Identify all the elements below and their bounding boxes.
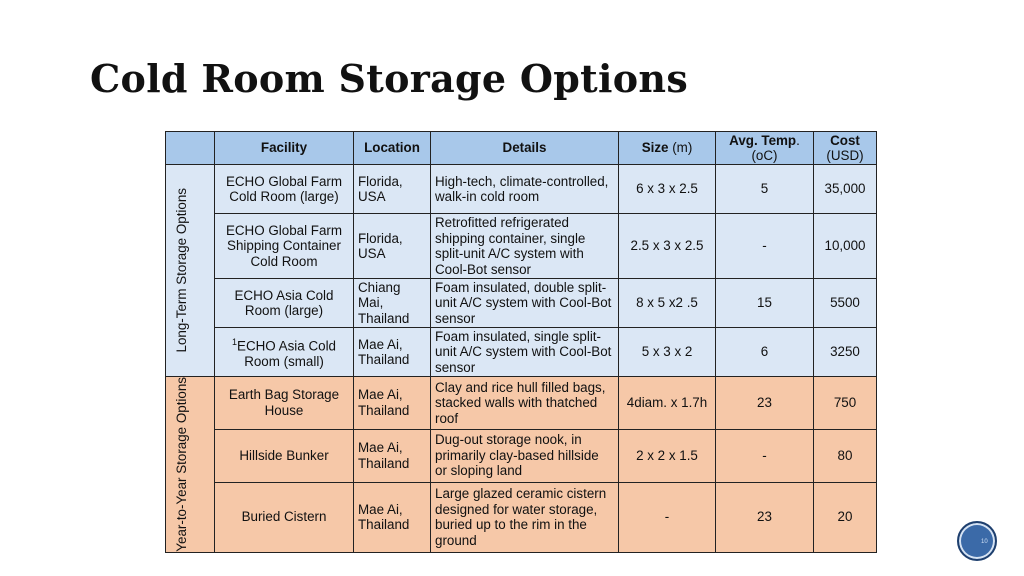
header-size-unit: (m) <box>672 140 693 156</box>
cell-cost: 80 <box>814 429 877 482</box>
cell-size: 4diam. x 1.7h <box>619 377 716 430</box>
cell-temp: 23 <box>716 377 814 430</box>
slide-title: Cold Room Storage Options <box>90 56 689 101</box>
cell-size: 5 x 3 x 2 <box>619 328 716 377</box>
cell-cost: 3250 <box>814 328 877 377</box>
group-year-to-year <box>166 377 215 553</box>
group-long-term <box>166 165 215 377</box>
table-row <box>166 482 877 552</box>
cell-temp: 23 <box>716 482 814 552</box>
cell-facility-text: ECHO Asia Cold Room (small) <box>237 338 336 369</box>
cell-location: Chiang Mai, Thailand <box>354 279 431 328</box>
cell-cost: 35,000 <box>814 165 877 214</box>
header-cost-label: Cost <box>830 132 860 148</box>
cell-location: Mae Ai, Thailand <box>354 429 431 482</box>
header-row <box>166 132 877 165</box>
cell-location: Florida, USA <box>354 165 431 214</box>
table-row <box>166 279 877 328</box>
header-temp <box>716 132 814 165</box>
cell-details: High-tech, climate-controlled, walk-in cold room <box>431 165 619 214</box>
table-row <box>166 377 877 430</box>
footnote-marker: 1 <box>232 336 238 347</box>
header-temp-dot: . <box>796 132 800 148</box>
cell-cost: 20 <box>814 482 877 552</box>
table-row <box>166 165 877 214</box>
cell-facility: ECHO Asia Cold Room (large) <box>215 279 354 328</box>
cell-facility: Earth Bag Storage House <box>215 377 354 430</box>
cell-location: Mae Ai, Thailand <box>354 328 431 377</box>
cell-size: 2 x 2 x 1.5 <box>619 429 716 482</box>
header-size <box>619 132 716 165</box>
header-empty <box>166 132 215 165</box>
cell-temp: - <box>716 214 814 279</box>
header-location: Location <box>354 132 431 165</box>
cell-temp: 5 <box>716 165 814 214</box>
cell-details: Retrofitted refrigerated shipping container, single split-unit A/C system with Cool-Bot sensor <box>431 214 619 279</box>
header-details: Details <box>431 132 619 165</box>
cell-cost: 750 <box>814 377 877 430</box>
table-row <box>166 328 877 377</box>
cell-temp: 15 <box>716 279 814 328</box>
cell-size: 6 x 3 x 2.5 <box>619 165 716 214</box>
header-size-label: Size <box>641 140 669 156</box>
cell-details: Foam insulated, double split-unit A/C system with Cool-Bot sensor <box>431 279 619 328</box>
cell-facility: Buried Cistern <box>215 482 354 552</box>
storage-options-table <box>165 131 877 553</box>
cell-details: Dug-out storage nook, in primarily clay-based hillside or sloping land <box>431 429 619 482</box>
table-row <box>166 214 877 279</box>
cell-location: Mae Ai, Thailand <box>354 482 431 552</box>
header-temp-label: Avg. Temp <box>729 132 797 148</box>
cell-cost: 5500 <box>814 279 877 328</box>
cell-temp: 6 <box>716 328 814 377</box>
cell-temp: - <box>716 429 814 482</box>
cell-cost: 10,000 <box>814 214 877 279</box>
group-year-to-year-label: Year-to-Year Storage Options <box>174 377 189 552</box>
slide-nav-button[interactable] <box>957 521 997 561</box>
cell-location: Mae Ai, Thailand <box>354 377 431 430</box>
header-cost-unit: (USD) <box>826 148 864 163</box>
cell-details: Clay and rice hull filled bags, stacked walls with thatched roof <box>431 377 619 430</box>
cell-details: Foam insulated, single split-unit A/C system with Cool-Bot sensor <box>431 328 619 377</box>
cell-facility: ECHO Global Farm Cold Room (large) <box>215 165 354 214</box>
cell-details: Large glazed ceramic cistern designed for water storage, buried up to the rim in the ground <box>431 482 619 552</box>
cell-location: Florida, USA <box>354 214 431 279</box>
cell-facility <box>215 328 354 377</box>
cell-facility: Hillside Bunker <box>215 429 354 482</box>
header-cost <box>814 132 877 165</box>
table-row <box>166 429 877 482</box>
cell-facility: ECHO Global Farm Shipping Container Cold Room <box>215 214 354 279</box>
header-facility: Facility <box>215 132 354 165</box>
slide-number: 10 <box>981 539 988 545</box>
cell-size: 8 x 5 x2 .5 <box>619 279 716 328</box>
cell-size: 2.5 x 3 x 2.5 <box>619 214 716 279</box>
group-long-term-label: Long-Term Storage Options <box>174 188 189 353</box>
header-temp-unit: (oC) <box>751 148 778 163</box>
cell-size: - <box>619 482 716 552</box>
